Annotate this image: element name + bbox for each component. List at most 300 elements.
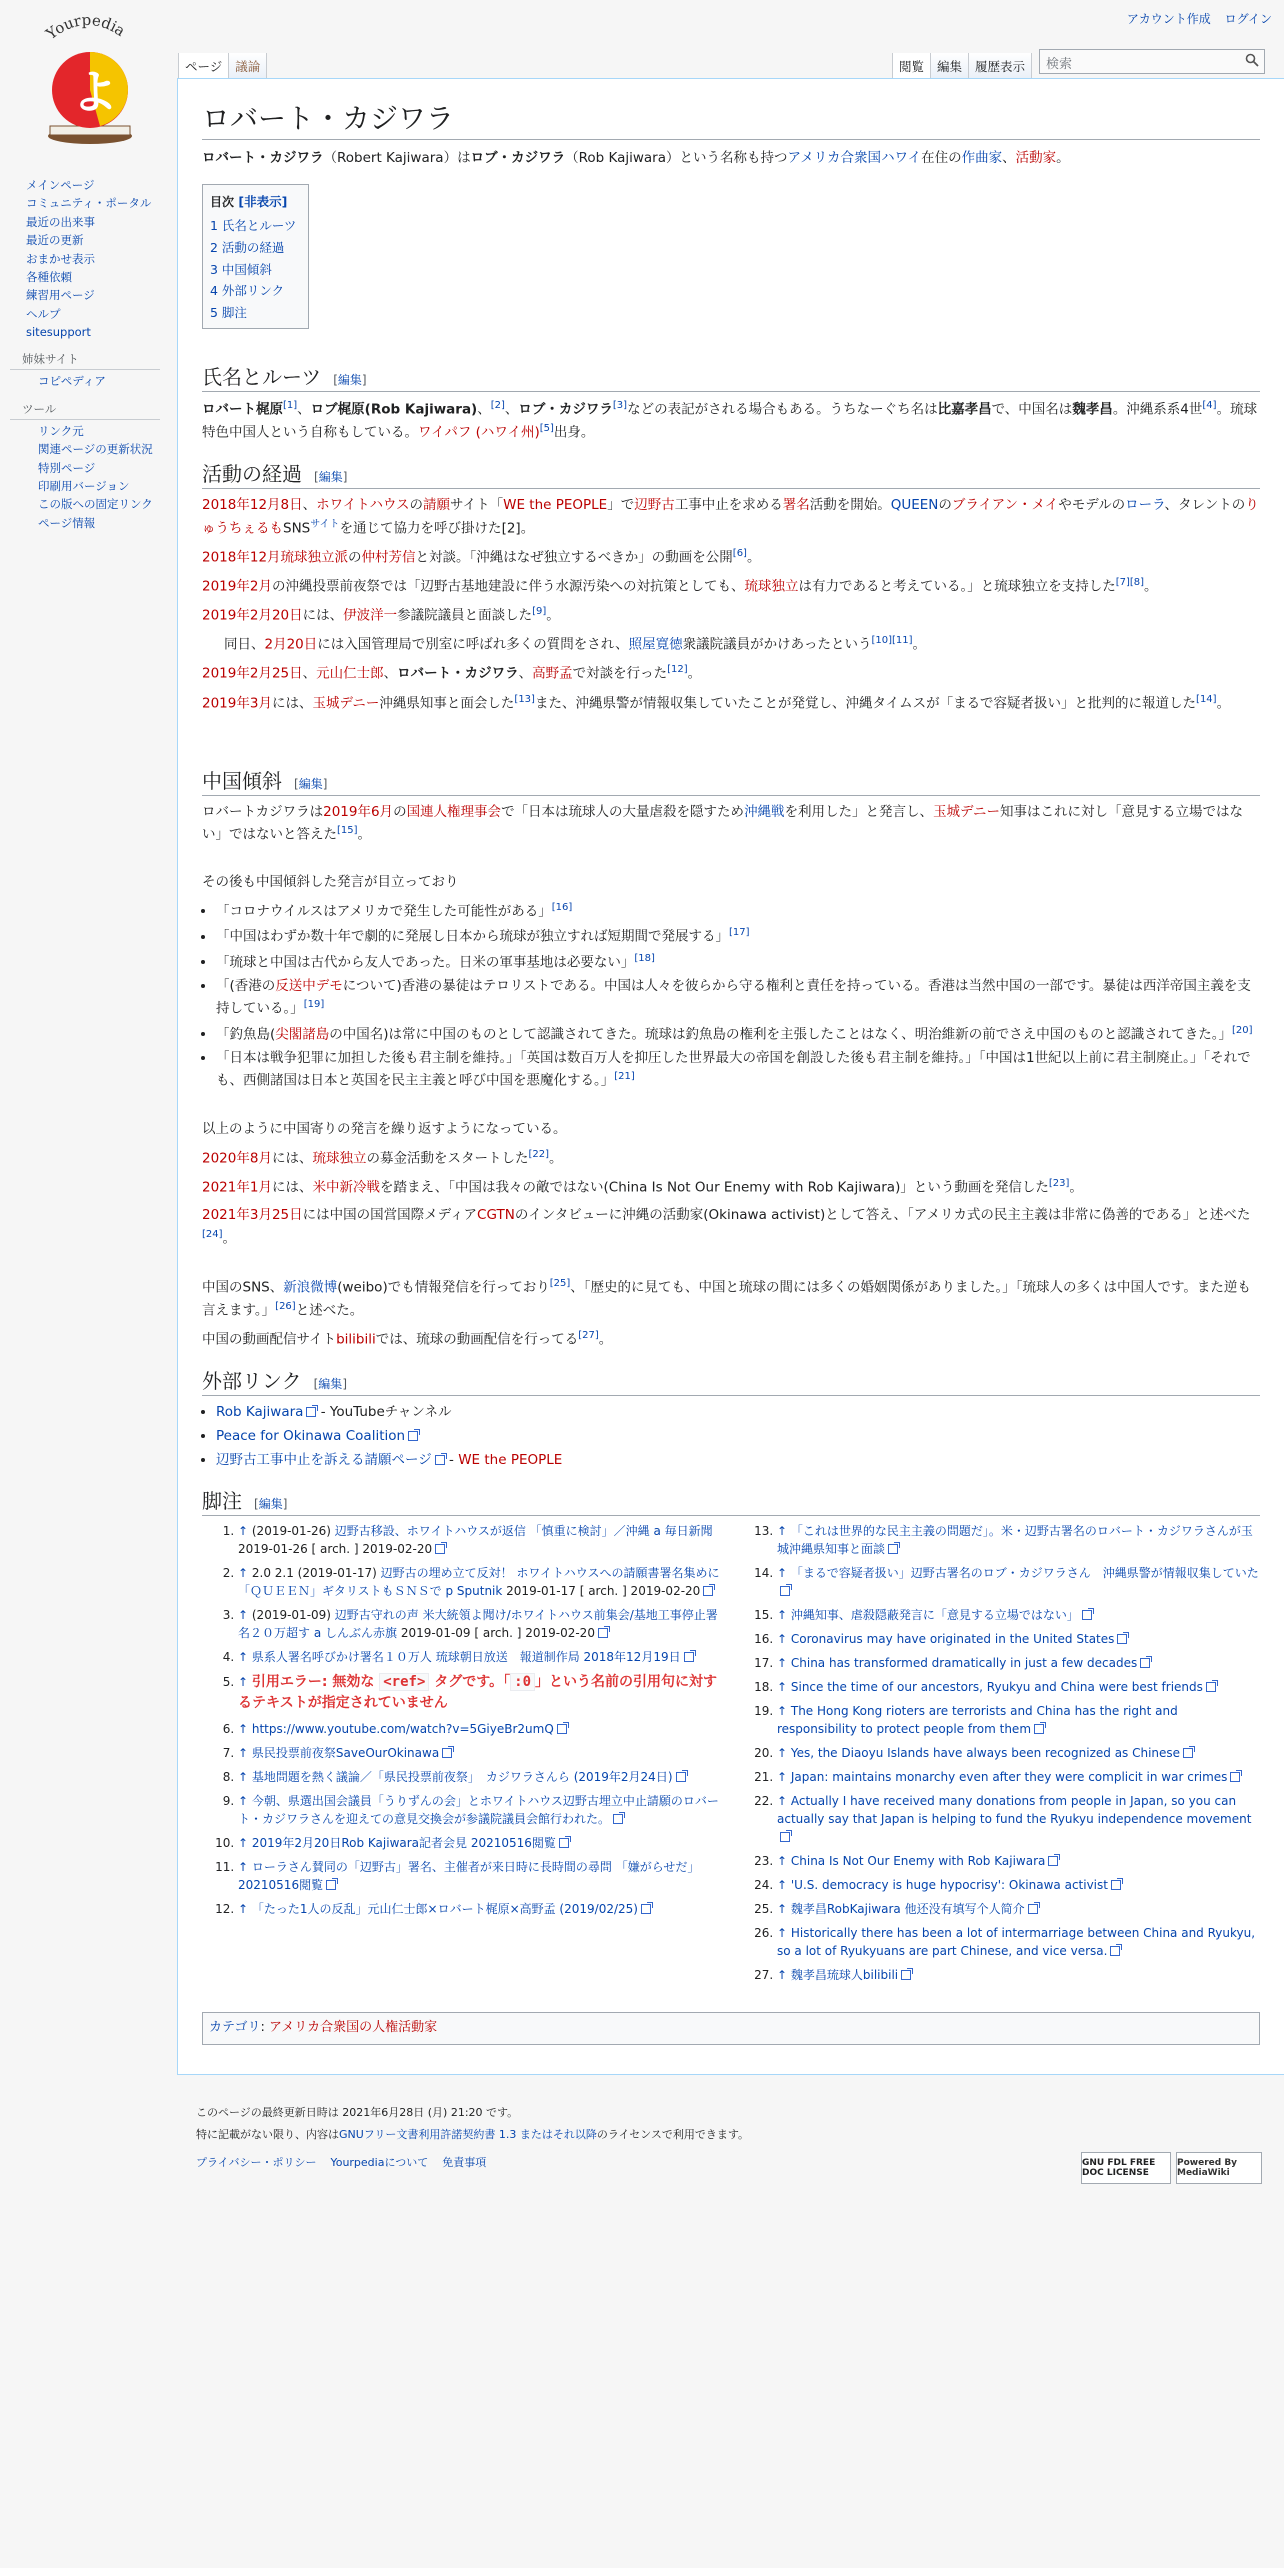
redlink[interactable]: 2018年12月8日	[202, 497, 303, 514]
section-heading-china: 中国傾斜 [編集]	[202, 767, 1260, 796]
backlink[interactable]: ↑	[777, 1745, 791, 1760]
ref-link[interactable]: 魏孝昌RobKajiwara 他还没有填写个人简介	[790, 1901, 1025, 1916]
text: の	[409, 497, 424, 514]
redlink[interactable]: WE the PEOPLE	[503, 497, 608, 514]
ref-text: 2019-01-26 [ arch. ] 2019-02-20	[238, 1541, 433, 1556]
toc-item[interactable]: 3 中国傾斜	[210, 261, 272, 277]
backlink[interactable]: ↑	[238, 1674, 252, 1689]
external-link[interactable]: Rob Kajiwara	[216, 1404, 304, 1421]
backlink[interactable]: ↑	[238, 1607, 252, 1622]
text: のインタビューに沖縄の活動家(Okinawa activist)として答え、「アメリカ式の民主主義は非常に偽善的である」と述べた	[514, 1207, 1251, 1224]
toc-item[interactable]: 1 氏名とルーツ	[210, 217, 297, 233]
external-link[interactable]: 辺野古工事中止を訴える請願ページ	[216, 1451, 432, 1468]
sidebar-item[interactable]: コピペディア	[38, 374, 106, 389]
redlink[interactable]: ホワイトハウス	[316, 497, 410, 514]
error-code: <ref>	[379, 1673, 429, 1691]
reference-item	[238, 1834, 721, 1852]
link-usa[interactable]: アメリカ合衆国	[787, 150, 882, 167]
sidebar	[10, 176, 160, 532]
text: には中国の国営国際メディア	[302, 1207, 478, 1224]
heading-text: 脚注	[202, 1488, 242, 1513]
ref-link[interactable]: 「たった1人の反乱」元山仁士郎×ロバート梶原×高野孟 (2019/02/25)	[251, 1901, 638, 1916]
backlink[interactable]: ↑	[777, 1565, 791, 1580]
tab-read[interactable]: 閲覧	[892, 53, 930, 78]
sidebar-item[interactable]: 最近の出来事	[26, 214, 95, 229]
text: -	[444, 1451, 459, 1468]
section-paragraph: その後も中国傾斜した発言が目立っており	[202, 874, 459, 891]
text: 、タレントの	[1164, 497, 1246, 514]
text: - YouTubeチャンネル	[316, 1404, 452, 1421]
intro-paragraph	[202, 148, 1260, 170]
tab-edit[interactable]: 編集	[930, 53, 968, 78]
edit-section-link[interactable]: 編集	[318, 470, 343, 485]
external-link-icon	[326, 1880, 336, 1890]
toc-item[interactable]: 2 活動の経過	[210, 239, 285, 255]
citation-ref[interactable]: [17]	[729, 927, 750, 939]
backlink[interactable]: ↑	[777, 1769, 791, 1784]
reference-item	[777, 1702, 1260, 1738]
sidebar-item[interactable]: ヘルプ	[26, 306, 61, 321]
redlink[interactable]: 伊波洋一	[343, 607, 398, 624]
table-of-contents	[202, 184, 309, 329]
section-paragraph	[202, 604, 1260, 627]
sidebar-sister	[10, 372, 160, 390]
ref-link[interactable]: Historically there has been a lot of intermarriage between China and Ryukyu, so a lot of Ryukyuans are part Chinese, and vice versa.	[777, 1925, 1256, 1958]
redlink[interactable]: 米中新冷戦	[312, 1179, 380, 1196]
login-link[interactable]: ログイン	[1224, 12, 1272, 26]
bold-text: 比嘉孝昌	[937, 401, 992, 418]
redlink[interactable]: 2019年2月	[202, 578, 272, 595]
redlink[interactable]: WE the PEOPLE	[458, 1451, 563, 1468]
redlink[interactable]: 琉球独立	[744, 578, 799, 595]
text: 。	[548, 1150, 563, 1167]
redlink[interactable]: 2019年6月	[323, 803, 394, 820]
reference-item	[238, 1606, 721, 1642]
category-item[interactable]: アメリカ合衆国の人権活動家	[269, 2019, 438, 2035]
redlink[interactable]: ワイパフ (ハワイ州)	[418, 424, 540, 441]
text: を踏まえ、「中国は我々の敵ではない(China Is Not Our Enemy with Rob Kajiwara)」という動画を発信した	[379, 1179, 1049, 1196]
sidebar-sister-heading: 姉妹サイト	[10, 351, 160, 370]
external-link-item	[216, 1402, 1260, 1423]
gnu-fdl-badge[interactable]: GNU FDL FREE DOC LICENSE	[1081, 2152, 1171, 2184]
redlink[interactable]: 2019年3月	[202, 695, 272, 712]
reference-item	[238, 1900, 721, 1918]
backlink[interactable]: ↑	[238, 1745, 252, 1760]
redlink[interactable]: りゅうちぇる	[202, 497, 1259, 537]
redlink[interactable]: bilibili	[336, 1331, 376, 1348]
ref-link[interactable]: 魏孝昌琉球人bilibili	[790, 1967, 899, 1982]
text: 、	[297, 401, 311, 418]
ref-link[interactable]: Since the time of our ancestors, Ryukyu and China were best friends	[790, 1679, 1203, 1694]
edit-section-link[interactable]: 編集	[298, 776, 323, 791]
sidebar-item[interactable]: ページ情報	[38, 515, 96, 530]
heading-text: 氏名とルーツ	[202, 365, 322, 390]
toc-item[interactable]: 4 外部リンク	[210, 283, 285, 299]
backlink[interactable]: ↑	[777, 1925, 791, 1940]
text: また、沖縄県警が情報収集していたことが発覚し、沖縄タイムスが「まるで容疑者扱い」と批判的に報道した	[534, 695, 1197, 712]
wiki-link[interactable]: 照屋寛徳	[628, 636, 683, 653]
reference-item	[238, 1672, 721, 1714]
redlink[interactable]: 琉球独立	[312, 1150, 367, 1167]
section-paragraph	[202, 546, 1260, 569]
backlink[interactable]: ↑	[777, 1703, 791, 1718]
quote-list	[216, 900, 1260, 1091]
toc-item[interactable]: 5 脚注	[210, 305, 247, 321]
citation-ref[interactable]: [5]	[539, 423, 554, 435]
citation-ref[interactable]: [26]	[275, 1300, 296, 1312]
backlink[interactable]: ↑	[777, 1679, 791, 1694]
sidebar-tools-heading: ツール	[10, 401, 160, 420]
bold-text: ロバート・カジワラ	[397, 665, 519, 682]
section-paragraph	[202, 692, 1260, 715]
text: 参議院議員と面談した	[397, 607, 533, 624]
reference-item	[777, 1900, 1260, 1918]
license-pre: 特に記載がない限り、内容は	[196, 2127, 339, 2141]
redlink[interactable]: 署名	[782, 497, 810, 514]
citation-ref[interactable]: [21]	[614, 1070, 635, 1082]
reference-item	[238, 1768, 721, 1786]
tab-talk[interactable]: 議論	[228, 53, 267, 78]
personal-tools	[1117, 10, 1272, 27]
redlink[interactable]: 仲村芳信	[361, 549, 416, 566]
bold-text: ロバート梶原	[202, 401, 283, 418]
citation-ref[interactable]: [6]	[732, 548, 747, 560]
ref-link[interactable]: China Is Not Our Enemy with Rob Kajiwara	[790, 1853, 1046, 1868]
text: 。	[222, 1230, 237, 1247]
sidebar-tools	[10, 422, 160, 532]
edit-section-link[interactable]: 編集	[337, 373, 362, 388]
section-paragraph	[202, 1176, 1260, 1199]
ref-link[interactable]: 今朝、県選出国会議員「うりずんの会」とホワイトハウス辺野古埋立中止請願のロバート・カジワラさんを迎えての意見交換会が参議院議員会館行われた。	[238, 1793, 719, 1826]
intro-text: 在住の	[921, 150, 962, 167]
backlink[interactable]: ↑	[238, 1721, 252, 1736]
bold-text: ロブ梶原(Rob Kajiwara)	[310, 401, 478, 418]
redlink[interactable]: 2019年2月25日	[202, 665, 303, 682]
ref-link[interactable]: 県系人署名呼びかけ署名１０万人 琉球朝日放送 報道制作局 2018年12月19日	[251, 1649, 681, 1664]
backlink[interactable]: ↑	[777, 1901, 791, 1916]
link-hawaii[interactable]: ハワイ	[881, 150, 922, 167]
ref-text: (2019-01-17)	[293, 1565, 381, 1580]
toc-hide-toggle[interactable]: [非表示]	[238, 193, 288, 209]
backlink[interactable]: ↑	[238, 1901, 252, 1916]
section-paragraph	[202, 495, 1260, 540]
backlink[interactable]: ↑	[238, 1769, 252, 1784]
search-icon[interactable]	[1245, 53, 1259, 67]
external-link-icon	[901, 1970, 911, 1980]
ref-link[interactable]: 辺野古守れの声 米大統領よ聞け/ホワイトハウス前集会/基地工事停止署名２０万超す	[238, 1607, 718, 1640]
external-link-icon	[408, 1431, 418, 1441]
mediawiki-badge[interactable]: Powered By MediaWiki	[1176, 2152, 1262, 2184]
reference-item	[777, 1876, 1260, 1894]
citation-ref[interactable]: [7][8]	[1115, 577, 1145, 589]
ref-link[interactable]: 沖縄知事、虐殺隠蔽発言に「意見する立場ではない」	[790, 1607, 1079, 1622]
error-text: 引用エラー: 無効な	[251, 1673, 380, 1690]
citation-ref[interactable]: [23]	[1048, 1178, 1070, 1190]
ref-link[interactable]: p Sputnik	[445, 1583, 503, 1598]
section-paragraph	[202, 662, 1260, 685]
reference-item	[238, 1564, 721, 1600]
reference-item	[777, 1606, 1260, 1624]
external-link-icon	[435, 1455, 445, 1465]
text: 。	[1144, 578, 1158, 595]
search-placeholder: 検索	[1046, 57, 1073, 72]
ref-link[interactable]: https://www.youtube.com/watch?v=5GiyeBr2umQ	[251, 1721, 554, 1736]
text: 同日、	[224, 636, 265, 653]
external-link-icon	[703, 1586, 713, 1596]
citation-ref[interactable]: [15]	[337, 825, 358, 837]
backlink[interactable]: ↑	[777, 1631, 791, 1646]
backlink[interactable]: ↑	[238, 1859, 252, 1874]
quote-item	[216, 1023, 1260, 1045]
toc-list	[210, 215, 296, 324]
citation-ref[interactable]: [25]	[549, 1277, 571, 1289]
citation-ref[interactable]: [16]	[551, 901, 573, 913]
redlink[interactable]: ブライアン・メイ	[951, 497, 1059, 514]
create-account-link[interactable]: アカウント作成	[1126, 12, 1211, 26]
link-activist[interactable]: 活動家	[1015, 150, 1057, 167]
sidebar-item[interactable]: 練習用ページ	[26, 288, 95, 303]
heading-text: 中国傾斜	[202, 768, 282, 793]
text: 「中国はわずか数十年で劇的に発展し日本から琉球が独立すれば短期間で発展する」	[216, 928, 729, 945]
license-link[interactable]: GNUフリー文書利用許諾契約書 1.3 またはそれ以降	[339, 2127, 597, 2141]
citation-ref[interactable]: [3]	[612, 400, 628, 412]
backlink[interactable]: ↑	[777, 1877, 791, 1892]
text: 。	[912, 636, 927, 653]
backlink[interactable]: ↑	[238, 1835, 252, 1850]
footer-link[interactable]: Yourpediaについて	[330, 2156, 429, 2169]
redlink[interactable]: 2月20日	[264, 636, 318, 653]
redlink[interactable]: 2021年1月	[202, 1179, 272, 1196]
ref-text: 2.0 2.1	[251, 1565, 294, 1580]
quote-item	[216, 1048, 1260, 1091]
external-link-icon	[1028, 1904, 1038, 1914]
citation-ref[interactable]: [20]	[1232, 1024, 1253, 1036]
text: について)香港の暴徒はテロリストである。中国は人々を彼らから守る権利と責任を持っている。香港は当然中国の一部です。暴徒は西洋帝国主義を支持している。」	[216, 978, 1251, 1017]
redlink[interactable]: 玉城デニー	[312, 695, 380, 712]
citation-ref[interactable]: [18]	[634, 952, 655, 964]
citation-ref[interactable]: [10][11]	[871, 635, 913, 647]
text: 「(香港の	[216, 978, 276, 995]
text: 。沖縄系系4世	[1112, 401, 1203, 418]
ref-text: (2019-01-09)	[251, 1607, 335, 1622]
wiki-link[interactable]: ローラ	[1125, 497, 1165, 514]
redlink[interactable]: 元山仁士郎	[316, 665, 384, 682]
backlink[interactable]: ↑	[238, 1649, 252, 1664]
reference-item	[777, 1744, 1260, 1762]
external-link-icon	[676, 1772, 686, 1782]
ref-link[interactable]: a しんぶん赤旗	[313, 1625, 397, 1640]
reference-item	[777, 1630, 1260, 1648]
text: には、	[302, 607, 344, 624]
backlink[interactable]: ↑	[777, 1655, 791, 1670]
reference-item	[777, 1966, 1260, 1984]
ref-link[interactable]: a 毎日新聞	[653, 1523, 713, 1538]
sidebar-navigation	[10, 176, 160, 341]
text: 知事はこれに対し「意見する立場ではない」ではないと答えた	[202, 803, 1244, 843]
svg-text:Yourpedia: Yourpedia	[42, 10, 129, 44]
text: 衆議院議員がかけあったという	[682, 636, 872, 653]
wiki-link[interactable]: QUEEN	[890, 497, 939, 514]
sidebar-item[interactable]: この版への固定リンク	[38, 497, 153, 512]
section-heading-links: 外部リンク [編集]	[202, 1367, 1260, 1396]
citation-ref[interactable]: [13]	[514, 693, 535, 705]
wiki-link[interactable]: 沖縄戦	[744, 803, 785, 820]
text: 。	[1216, 695, 1231, 712]
citation-ref[interactable]: [9]	[532, 606, 547, 618]
redlink[interactable]: 2021年3月25日	[202, 1207, 303, 1224]
redlink[interactable]: 2019年2月20日	[202, 607, 303, 624]
backlink[interactable]: ↑	[777, 1607, 791, 1622]
backlink[interactable]: ↑	[238, 1793, 252, 1808]
citation-ref[interactable]: [4]	[1202, 400, 1217, 412]
sidebar-item[interactable]: sitesupport	[26, 325, 91, 339]
text: を利用した」と発言し、	[784, 803, 934, 820]
reference-item	[777, 1678, 1260, 1696]
redlink[interactable]: 国連人権理事会	[406, 803, 502, 820]
ref-link[interactable]: 2019年2月20日Rob Kajiwara記者会見 20210516閲覧	[251, 1835, 556, 1850]
ref-link[interactable]: Coronavirus may have originated in the United States	[790, 1631, 1115, 1646]
text: 。琉球特色中国人という自称もしている。	[202, 401, 1258, 441]
backlink[interactable]: ↑	[238, 1523, 252, 1538]
citation-ref[interactable]: [14]	[1196, 693, 1217, 705]
external-link-icon	[888, 1544, 898, 1554]
redlink[interactable]: 2018年12月	[202, 549, 281, 566]
external-link-icon	[1048, 1856, 1058, 1866]
link-composer[interactable]: 作曲家	[961, 150, 1003, 167]
footer-link[interactable]: 免責事項	[442, 2156, 487, 2169]
reference-item	[777, 1654, 1260, 1672]
text: には入国管理局で別室に呼ばれ多くの質問をされ、	[317, 636, 629, 653]
backlink[interactable]: ↑	[777, 1967, 791, 1982]
external-link-icon	[442, 1748, 452, 1758]
ref-link[interactable]: 'U.S. democracy is huge hypocrisy': Okinawa activist	[790, 1877, 1108, 1892]
error-text: 」という名前の引用句に対するテキストが指定されていません	[238, 1673, 718, 1711]
text: 、	[477, 401, 491, 418]
redlink[interactable]: 請願	[423, 497, 451, 514]
quote-item	[216, 900, 1260, 922]
reference-item	[777, 1522, 1260, 1558]
external-link-item	[216, 1426, 1260, 1447]
redlink[interactable]: 高野孟	[532, 665, 573, 682]
site-logo[interactable]	[28, 8, 148, 150]
redlink[interactable]: 辺野古	[634, 497, 675, 514]
ref-link[interactable]: 県民投票前夜祭SaveOurOkinawa	[251, 1745, 440, 1760]
ref-link[interactable]: Yes, the Diaoyu Islands have always been recognized as Chinese	[790, 1745, 1181, 1760]
ref-link[interactable]: 基地問題を熱く議論／「県民投票前夜祭」 カジワラさんら (2019年2月24日)	[251, 1769, 673, 1784]
edit-section-link[interactable]: 編集	[258, 1496, 283, 1511]
external-link-icon	[1082, 1610, 1092, 1620]
intro-text: 。	[1056, 150, 1070, 167]
ref-link[interactable]: Actually I have received many donations from people in Japan, so you can actually say that Japan is helping to fund the Ryukyu independence movement	[777, 1793, 1252, 1826]
category-links	[202, 2012, 1260, 2045]
citation-ref[interactable]: [12]	[667, 664, 688, 676]
sidebar-item[interactable]: おまかせ表示	[26, 251, 95, 266]
redlink[interactable]: も	[269, 520, 283, 537]
external-link-icon	[559, 1838, 569, 1848]
text: 。	[687, 665, 702, 682]
ref-link[interactable]: 「まるで容疑者扱い」辺野古署名のロブ・カジワラさん 沖縄県警が情報収集していた	[790, 1565, 1259, 1580]
backlink[interactable]: ↑	[777, 1523, 791, 1538]
ref-link[interactable]: China has transformed dramatically in just a few decades	[790, 1655, 1138, 1670]
tab-page[interactable]: ページ	[178, 53, 228, 78]
citation-ref[interactable]: [22]	[528, 1148, 549, 1160]
sidebar-item[interactable]: 特別ページ	[38, 460, 96, 475]
external-link[interactable]: Peace for Okinawa Coalition	[216, 1428, 406, 1444]
page-title: ロバート・カジワラ	[202, 101, 1260, 140]
ref-link[interactable]: 辺野古の埋め立て反対！ ホワイトハウスへの請願書署名集めに「ＱＵＥＥＮ」ギタリストもＳＮＳで	[238, 1565, 720, 1598]
citation-ref[interactable]: [19]	[303, 999, 325, 1011]
redlink[interactable]: 2020年8月	[202, 1150, 272, 1167]
reference-item	[238, 1858, 721, 1894]
reference-item	[238, 1744, 721, 1762]
text: 工事中止を求める	[674, 497, 783, 514]
sidebar-item[interactable]: 関連ページの更新状況	[38, 442, 153, 457]
citation-ref[interactable]: [24]	[202, 1228, 223, 1240]
text: 活動を開始。	[809, 497, 891, 514]
text: の募金活動をスタートした	[366, 1150, 529, 1167]
sidebar-item[interactable]: コミュニティ・ポータル	[26, 196, 152, 211]
reference-item	[238, 1720, 721, 1738]
ref-link[interactable]: 辺野古移設、ホワイトハウスが返信 「慎重に検討」／沖縄	[334, 1523, 654, 1538]
footer-link[interactable]: プライバシー・ポリシー	[196, 2156, 317, 2169]
external-link-icon	[598, 1628, 608, 1638]
references-left	[202, 1522, 721, 1990]
references	[202, 1522, 1260, 1990]
wiki-link[interactable]: 新浪微博	[283, 1279, 338, 1296]
sidebar-item[interactable]: 各種依頼	[26, 269, 72, 284]
sidebar-item[interactable]: メインページ	[26, 178, 95, 192]
external-link-icon	[1111, 1880, 1121, 1890]
redlink[interactable]: 玉城デニー	[933, 803, 1001, 820]
reference-item	[777, 1852, 1260, 1870]
citation-ref[interactable]: サイト	[310, 519, 340, 531]
search-input[interactable]	[1039, 49, 1265, 74]
external-link-icon	[435, 1544, 445, 1554]
sidebar-item[interactable]: 印刷用バージョン	[38, 478, 130, 493]
tab-history[interactable]: 履歴表示	[968, 53, 1032, 78]
external-link-icon	[1117, 1634, 1127, 1644]
bold-text: ロブ・カジワラ	[518, 401, 613, 418]
text: と述べた。	[295, 1302, 364, 1319]
redlink[interactable]: 尖閣諸島	[275, 1026, 330, 1043]
ref-link[interactable]: The Hong Kong rioters are terrorists and China has the right and responsibility to protect people from them	[777, 1703, 1178, 1736]
category-label[interactable]: カテゴリ	[209, 2019, 261, 2035]
external-link-item	[216, 1450, 1260, 1471]
text: で、中国名は	[991, 401, 1073, 418]
redlink[interactable]: 琉球独立派	[280, 549, 349, 566]
ref-link[interactable]: Japan: maintains monarchy even after they were complicit in war crimes	[790, 1769, 1228, 1784]
redlink[interactable]: 反送中デモ	[275, 978, 343, 995]
citation-ref[interactable]: [1]	[283, 400, 298, 412]
redlink[interactable]: CGTN	[477, 1207, 515, 1224]
backlink[interactable]: ↑	[777, 1853, 791, 1868]
sidebar-item[interactable]: リンク元	[38, 423, 84, 438]
ref-link[interactable]: 「これは世界的な民主主義の問題だ」。米・辺野古署名のロバート・カジワラさんが玉城沖縄県知事と面談	[777, 1523, 1253, 1556]
subject-name: ロバート・カジワラ	[202, 150, 324, 167]
text: 、	[302, 497, 317, 514]
citation-ref[interactable]: [2]	[490, 400, 505, 412]
text: 沖縄県知事と面会した	[379, 695, 515, 712]
backlink[interactable]: ↑	[238, 1565, 252, 1580]
bold-text: 魏孝昌	[1072, 401, 1113, 418]
citation-ref[interactable]: [27]	[578, 1329, 599, 1341]
backlink[interactable]: ↑	[777, 1793, 791, 1808]
text: の	[938, 497, 952, 514]
text: を通じて協力を呼び掛けた	[339, 520, 502, 537]
edit-section-link[interactable]: 編集	[318, 1377, 343, 1392]
ref-link[interactable]: ローラさん賛同の「辺野古」署名、主催者が来日時に長時間の尋問 「嫌がらせだ」 20210516閲覧	[238, 1859, 700, 1892]
sidebar-item[interactable]: 最近の更新	[26, 233, 84, 248]
